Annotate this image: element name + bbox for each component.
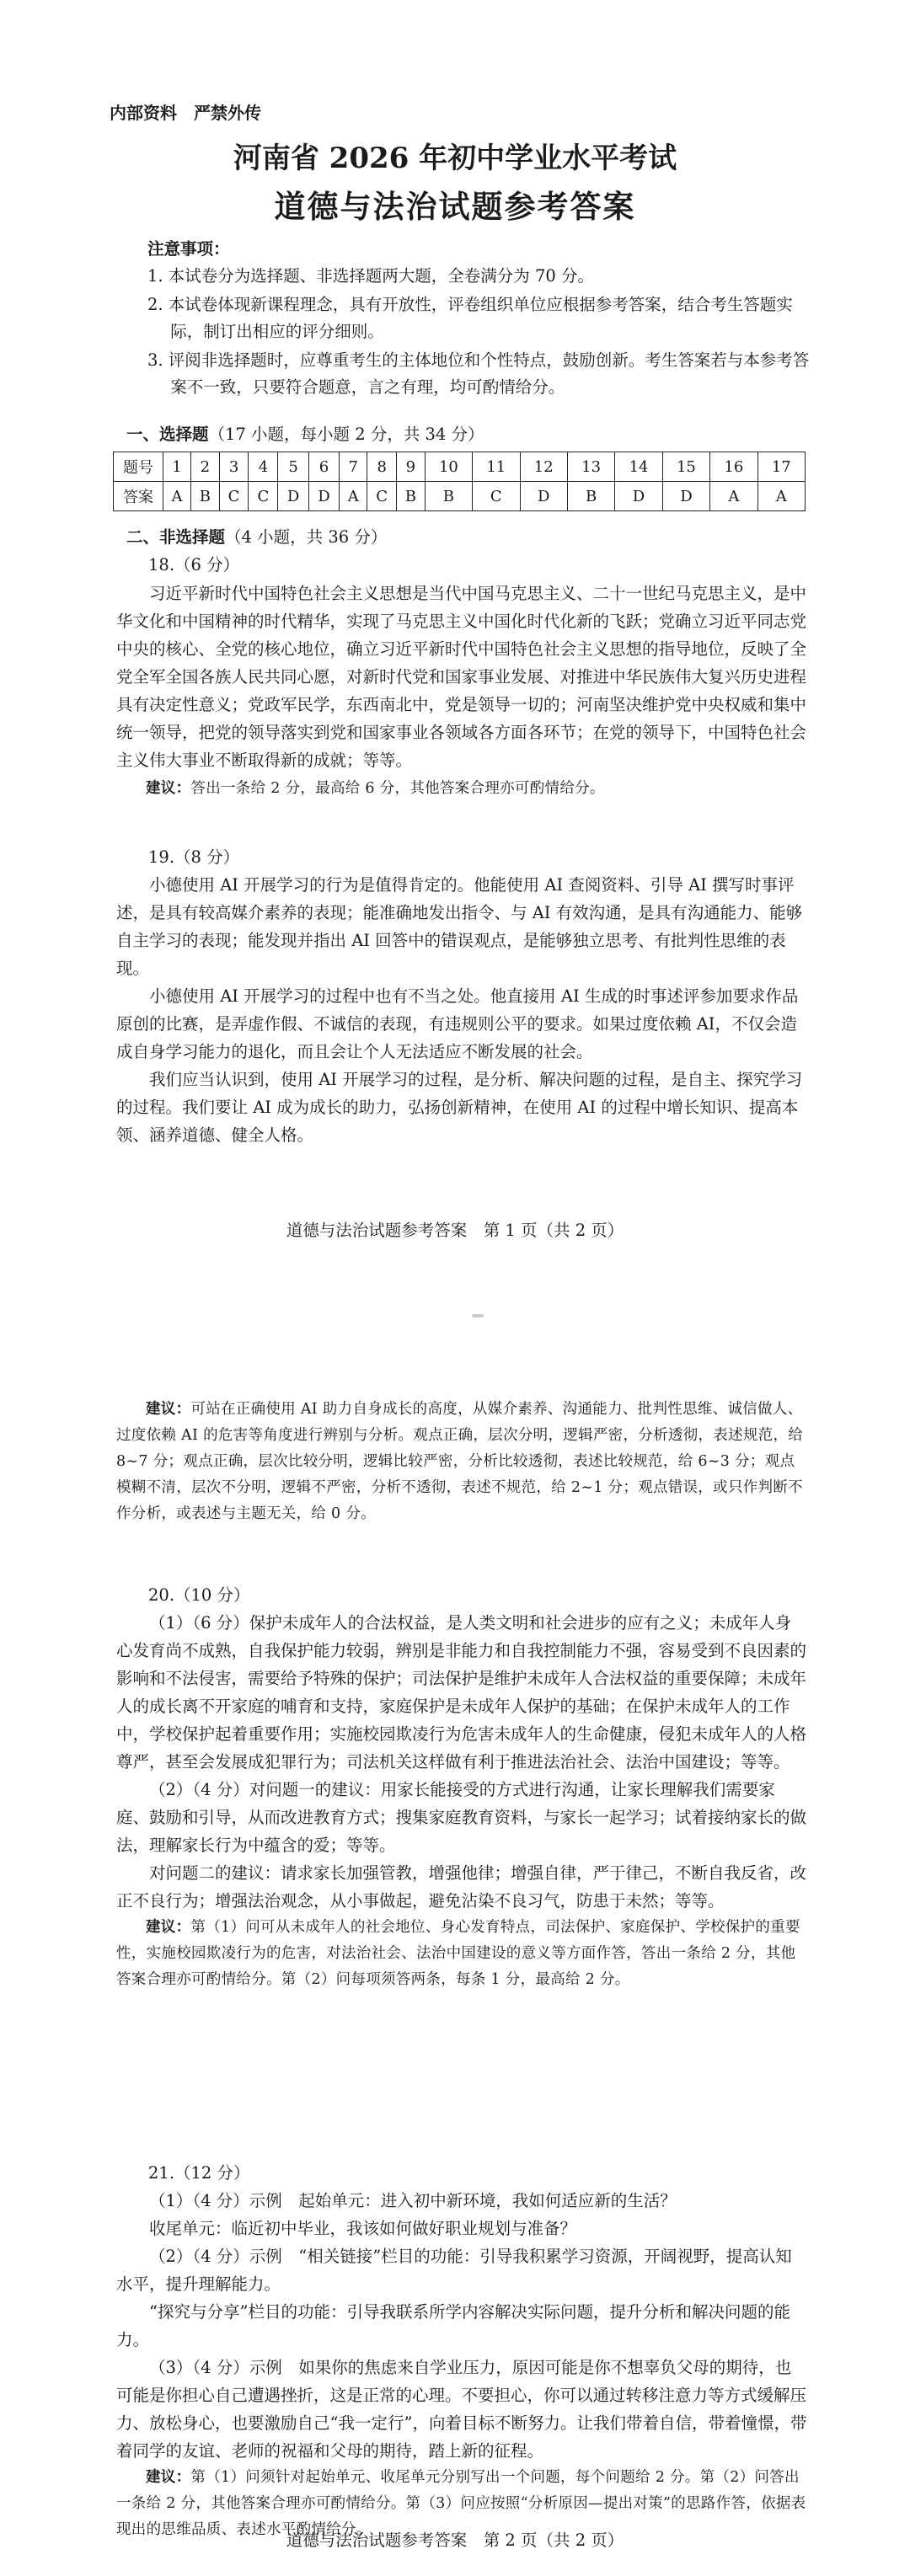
question-number-cell: 6	[308, 452, 339, 482]
answer-cell: B	[567, 482, 614, 511]
q20-paragraph: （2）（4 分）对问题一的建议：用家长能接受的方式进行沟通，让家长理解我们需要家庭、鼓励和引导，从而改进教育方式；搜集家庭教育资料，与家长一起学习；试着接纳家长的做法，理解家长行为中蕴含的爱；等等。	[116, 1780, 807, 1855]
answer-cell: D	[615, 482, 662, 511]
q21-paragraph: 收尾单元：临近初中毕业，我该如何做好职业规划与准备？	[149, 2219, 577, 2238]
answer-page-2	[0, 1314, 910, 2576]
q20-number: 20.（10 分）	[148, 1585, 250, 1605]
question-number-row	[114, 452, 806, 482]
section1-detail: （17 小题，每小题 2 分，共 34 分）	[208, 425, 484, 444]
answer-cell: C	[219, 482, 249, 511]
question-number-cell: 11	[473, 452, 520, 482]
question-number-cell: 13	[567, 452, 614, 482]
question-number-cell: 2	[191, 452, 220, 482]
advice-label: 建议：	[146, 1919, 191, 1936]
section1-heading	[126, 421, 484, 445]
row-label: 题号	[114, 452, 163, 482]
q19-answer-part1	[116, 871, 807, 1149]
q20-paragraph: （1）（6 分）保护未成年人的合法权益，是人类文明和社会进步的应有之义；未成年人身心发育尚不成熟，自我保护能力较弱，辨别是非能力和自我控制能力不强，容易受到不良因素的影响和不法侵害，需要给予特殊的保护；司法保护是维护未成年人合法权益的重要保障；未成年人的成长离不开家庭的哺育和支持，家庭保护是未成年人保护的基础；在保护未成年人的工作中，学校保护起着重要作用；实施校园欺凌行为危害未成年人的生命健康，侵犯未成年人的人格尊严，甚至会发展成犯罪行为；司法机关这样做有利于推进法治社会、法治中国建设；等等。	[116, 1613, 807, 1772]
q20-paragraph: 对问题二的建议：请求家长加强管教，增强他律；增强自律，严于律己，不断自我反省，改正不良行为；增强法治观念，从小事做起，避免沾染不良习气，防患于未然；等等。	[116, 1863, 807, 1911]
row-label: 答案	[114, 482, 163, 511]
section2-label: 二、非选择题	[126, 527, 226, 547]
answer-cell: C	[367, 482, 397, 511]
confidential-mark: 内部资料 严禁外传	[110, 103, 261, 123]
document-title: 道德与法治试题参考答案	[274, 188, 636, 225]
answer-table	[113, 452, 806, 511]
answer-cell: A	[340, 482, 367, 511]
q21-paragraph: （3）（4 分）示例 如果你的焦虑来自学业压力，原因可能是你不想辜负父母的期待，也可能是你担心自己遭遇挫折，这是正常的心理。不要担心，你可以通过转移注意力等方式缓解压力、放松身心，也要激励自己“我一定行”，向着目标不断努力。让我们带着自信，带着憧憬，带着同学的友谊、老师的祝福和父母的期待，踏上新的征程。	[116, 2358, 807, 2461]
question-number-cell: 8	[367, 452, 397, 482]
section2-detail: （4 小题，共 36 分）	[225, 527, 388, 547]
exam-title: 河南省 2026 年初中学业水平考试	[233, 142, 677, 175]
answer-cell: A	[163, 482, 191, 511]
question-number-cell: 1	[163, 452, 191, 482]
advice-text: 第（1）问可从未成年人的社会地位、身心发育特点，司法保护、家庭保护、学校保护的重要性，实施校园欺凌行为的危害，对法治社会、法治中国建设的意义等方面作答，答出一条给 2 分，其他答案合理亦可酌情给分。第（2）问每项须答两条，每条 1 分，最高给 2 分。	[116, 1919, 800, 1988]
note-item: 2. 本试卷体现新课程理念，具有开放性，评卷组织单位应根据参考答案，结合考生答题实际，制订出相应的评分细则。	[147, 295, 793, 341]
question-number-cell: 12	[520, 452, 567, 482]
advice-text: 可站在正确使用 AI 助力自身成长的高度，从媒介素养、沟通能力、批判性思维、诚信做人、过度依赖 AI 的危害等角度进行辨别与分析。观点正确，层次分明，逻辑严密，分析透彻，表述规范，给 8~7 分；观点正确，层次比较分明，逻辑比较严密，分析比较透彻，表述比较规范，给 6~3 分；观点模糊不清，层次不分明，逻辑不严密，分析不透彻，表述不规范，给 2~1 分；观点错误，或只作判断不作分析，或表述与主题无关，给 0 分。	[116, 1401, 804, 1522]
answer-cell: C	[249, 482, 278, 511]
question-number-cell: 9	[397, 452, 426, 482]
question-number-cell: 15	[662, 452, 709, 482]
q19-advice-block	[116, 1397, 807, 1527]
answer-cell: D	[662, 482, 709, 511]
page-footer: 道德与法治试题参考答案 第 2 页（共 2 页）	[286, 2531, 624, 2550]
q18-paragraph: 习近平新时代中国特色社会主义思想是当代中国马克思主义、二十一世纪马克思主义，是中华文化和中国精神的时代精华，实现了马克思主义中国化时代化新的飞跃；党确立习近平同志党中央的核心、全党的核心地位，确立习近平新时代中国特色社会主义思想的指导地位，反映了全党全军全国各族人民共同心愿，对新时代党和国家事业发展、对推进中华民族伟大复兴历史进程具有决定性意义；党政军民学，东西南北中，党是领导一切的；河南坚决维护党中央权威和集中统一领导，把党的领导落实到党和国家事业各领域各方面各环节；在党的领导下，中国特色社会主义伟大事业不断取得新的成就；等等。	[116, 584, 807, 770]
q18-advice	[116, 776, 807, 802]
advice-label: 建议：	[146, 2469, 191, 2486]
question-number-cell: 16	[710, 452, 757, 482]
q21-answer	[116, 2187, 807, 2543]
answer-cell: B	[397, 482, 426, 511]
question-number-cell: 14	[615, 452, 662, 482]
note-item: 1. 本试卷分为选择题、非选择题两大题，全卷满分为 70 分。	[147, 266, 595, 286]
q21-paragraph: （2）（4 分）示例 “相关链接”栏目的功能：引导我积累学习资源，开阔视野，提高认知水平，提升理解能力。	[116, 2247, 792, 2294]
notes-list	[147, 263, 813, 403]
q18-answer	[116, 580, 807, 802]
notes-heading: 注意事项：	[147, 239, 230, 259]
q21-number: 21.（12 分）	[148, 2163, 250, 2183]
question-number-cell: 3	[219, 452, 249, 482]
q19-paragraph: 小德使用 AI 开展学习的行为是值得肯定的。他能使用 AI 查阅资料、引导 AI 撰写时事评述，是具有较高媒介素养的表现；能准确地发出指令、与 AI 有效沟通，是具有沟通能力、能够自主学习的表现；能发现并指出 AI 回答中的错误观点，是能够独立思考、有批判性思维的表现。	[116, 875, 803, 978]
answer-cell: A	[757, 482, 805, 511]
q19-paragraph: 我们应当认识到，使用 AI 开展学习的过程，是分析、解决问题的过程，是自主、探究学习的过程。我们要让 AI 成为成长的助力，弘扬创新精神，在使用 AI 的过程中增长知识、提高本领、涵养道德、健全人格。	[116, 1070, 803, 1145]
q19-advice	[116, 1397, 807, 1527]
q21-paragraph: （1）（4 分）示例 起始单元：进入初中新环境，我如何适应新的生活？	[149, 2191, 677, 2210]
section2-heading	[126, 524, 387, 548]
advice-label: 建议：	[146, 1401, 191, 1418]
answer-row	[114, 482, 806, 511]
q18-number: 18.（6 分）	[148, 555, 240, 575]
answer-cell: C	[473, 482, 520, 511]
q20-answer	[116, 1609, 807, 1993]
answer-cell: D	[308, 482, 339, 511]
question-number-cell: 5	[278, 452, 308, 482]
question-number-cell: 4	[249, 452, 278, 482]
advice-text: 第（1）问须针对起始单元、收尾单元分别写出一个问题，每个问题给 2 分。第（2）问答出一条给 2 分，其他答案合理亦可酌情给分。第（3）问应按照“分析原因—提出对策”的思路作答，依据表现出的思维品质、表述水平酌情给分。	[116, 2469, 806, 2538]
advice-text: 答出一条给 2 分，最高给 6 分，其他答案合理亦可酌情给分。	[190, 780, 605, 797]
answer-cell: D	[278, 482, 308, 511]
note-item: 3. 评阅非选择题时，应尊重考生的主体地位和个性特点，鼓励创新。考生答案若与本参考答案不一致，只要符合题意，言之有理，均可酌情给分。	[147, 350, 810, 397]
q19-paragraph: 小德使用 AI 开展学习的过程中也有不当之处。他直接用 AI 生成的时事述评参加要求作品原创的比赛，是弄虚作假、不诚信的表现，有违规则公平的要求。如果过度依赖 AI，不仅会造成自身学习能力的退化，而且会让个人无法适应不断发展的社会。	[116, 986, 799, 1061]
answer-cell: B	[425, 482, 472, 511]
q21-paragraph: “探究与分享”栏目的功能：引导我联系所学内容解决实际问题，提升分析和解决问题的能力。	[116, 2302, 790, 2349]
advice-label: 建议：	[146, 780, 191, 797]
answer-page-1	[0, 0, 910, 1264]
question-number-cell: 10	[425, 452, 472, 482]
q19-number: 19.（8 分）	[148, 847, 240, 867]
answer-cell: B	[191, 482, 220, 511]
q20-advice	[116, 1915, 807, 1993]
question-number-cell: 7	[340, 452, 367, 482]
section1-label: 一、选择题	[126, 425, 209, 444]
answer-cell: D	[520, 482, 567, 511]
answer-cell: A	[710, 482, 757, 511]
page-footer: 道德与法治试题参考答案 第 1 页（共 2 页）	[286, 1221, 624, 1240]
question-number-cell: 17	[757, 452, 805, 482]
